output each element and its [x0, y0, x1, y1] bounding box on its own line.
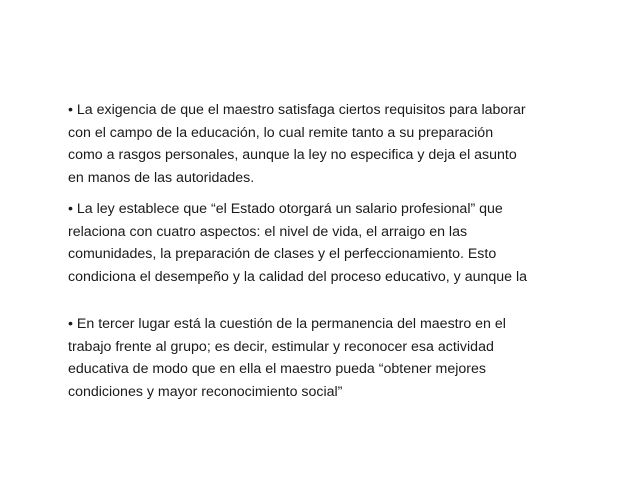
paragraph-line: con el campo de la educación, lo cual remite tanto a su preparación	[68, 124, 494, 141]
paragraph-line: en manos de las autoridades.	[68, 169, 255, 186]
paragraph-line: comunidades, la preparación de clases y el perfeccionamiento. Esto	[68, 246, 497, 262]
paragraph-line: educativa de modo que en ella el maestro pueda “obtener mejores	[68, 361, 487, 377]
bullet-paragraph-requisitos	[68, 99, 568, 189]
paragraph-line: como a rasgos personales, aunque la ley no especifica y deja el asunto	[68, 147, 517, 163]
paragraph-line: • En tercer lugar está la cuestión de la permanencia del maestro en el	[68, 316, 506, 332]
paragraph-line: condiciones y mayor reconocimiento social”	[68, 383, 343, 400]
paragraph-line: • La exigencia de que el maestro satisfaga ciertos requisitos para laborar	[68, 102, 526, 118]
bullet-paragraph-permanencia	[68, 313, 568, 403]
paragraph-line: • La ley establece que “el Estado otorgará un salario profesional” que	[68, 201, 503, 217]
paragraph-line: condiciona el desempeño y la calidad del proceso educativo, y aunque la	[68, 268, 528, 285]
paragraph-line: trabajo frente al grupo; es decir, estimular y reconocer esa actividad	[68, 338, 494, 355]
bullet-paragraph-salario	[68, 198, 568, 288]
paragraph-line: relaciona con cuatro aspectos: el nivel de vida, el arraigo en las	[68, 223, 468, 240]
